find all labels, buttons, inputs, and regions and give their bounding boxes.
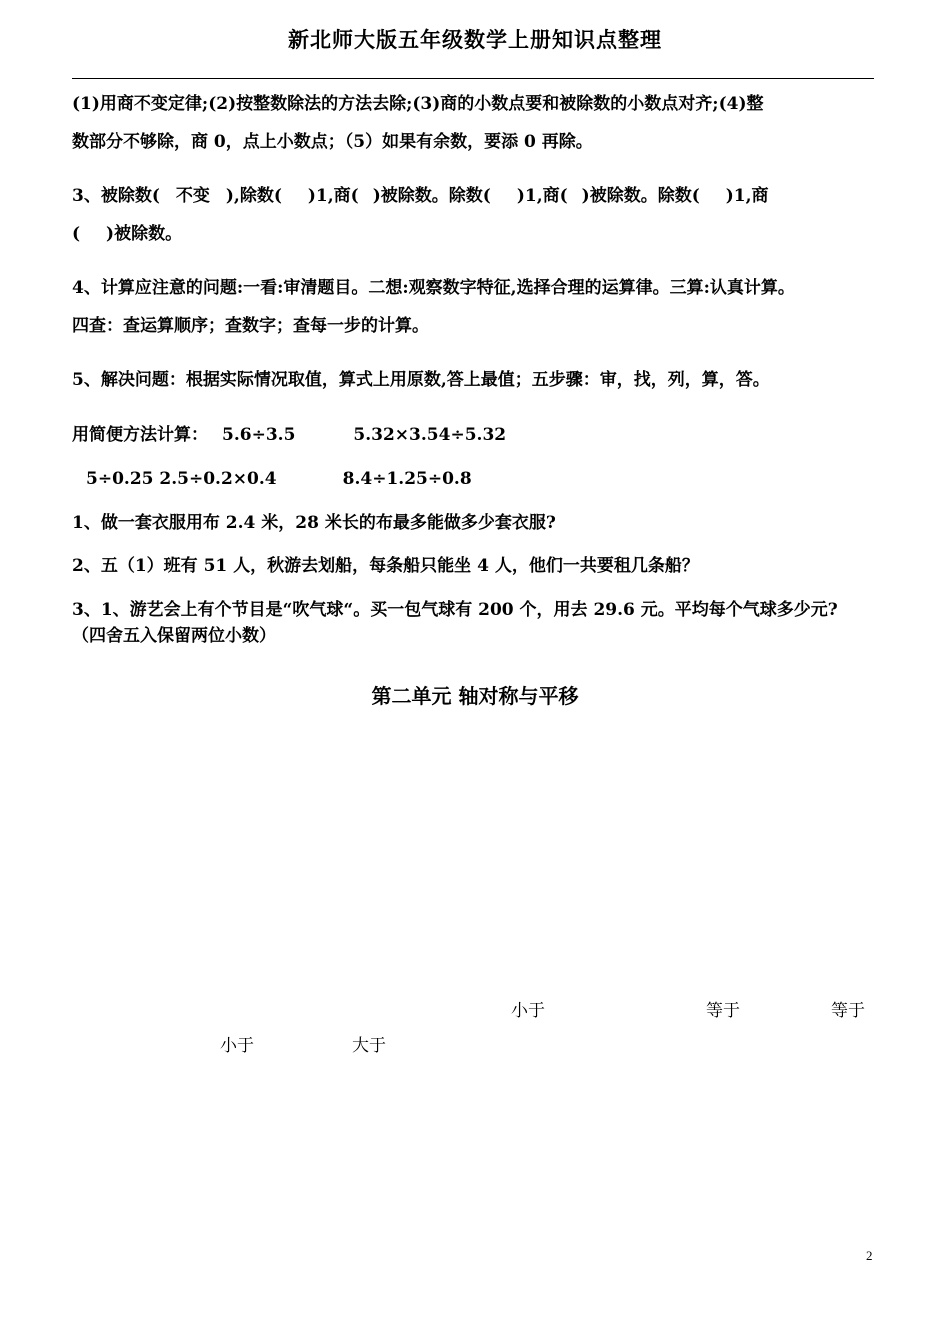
simple-calc-row-2 [86,468,472,490]
division-steps-line-1: (1)用商不变定律;(2)按整数除法的方法去除;(3)商的小数点要和被除数的小数点对齐;(4)整 [72,94,764,114]
problem-3-line-2: （四舍五入保留两位小数） [72,626,276,646]
stray-label: 大于 [352,1036,386,1056]
item-3-text: )被除数。除数( [581,186,700,206]
title-divider [72,78,874,79]
section-title: 第二单元 轴对称与平移 [371,684,579,708]
page-number: 2 [866,1248,873,1263]
item-3-text: )1,商 [725,186,769,206]
item-4-line-2: 四查：查运算顺序；查数字；查每一步的计算。 [72,316,429,336]
page-title: 新北师大版五年级数学上册知识点整理 [288,27,662,52]
item-3-text: )被除数。 [106,224,183,244]
simple-calc-row-1 [72,424,506,446]
item-4-line-1: 4、计算应注意的问题:一看:审清题目。二想:观察数字特征,选择合理的运算律。三算:认真计算。 [72,278,795,298]
item-3-line-1 [72,185,769,207]
stray-label: 小于 [511,1001,545,1021]
item-3-text: )1,商( [307,186,359,206]
item-3-text: )1,商( [516,186,568,206]
calc-expression: 5.32×3.54÷5.32 [353,425,507,445]
item-3-text: 不变 [175,186,210,206]
problem-2: 2、五（1）班有 51 人，秋游去划船，每条船只能坐 4 人，他们一共要租几条船？ [72,556,699,576]
problem-3-line-1: 3、1、游艺会上有个节目是“吹气球“。买一包气球有 200 个，用去 29.6 元。平均每个气球多少元? [72,600,838,620]
simple-calc-label: 用简便方法计算： [72,425,208,445]
stray-label: 等于 [706,1001,740,1021]
item-5-line-1: 5、解决问题：根据实际情况取值，算式上用原数,答上最值；五步骤：审，找，列，算，答。 [72,370,770,390]
item-3-text: ),除数( [225,186,282,206]
calc-expression: 8.4÷1.25÷0.8 [342,469,472,489]
calc-expression: 5.6÷3.5 [222,425,296,445]
stray-label: 等于 [831,1001,865,1021]
division-steps-line-2: 数部分不够除，商 0，点上小数点；（5）如果有余数，要添 0 再除。 [72,132,593,152]
calc-expression: 5÷0.25 2.5÷0.2×0.4 [86,469,277,489]
item-3-text: ( [72,224,81,244]
item-3-line-2 [72,223,182,245]
stray-label: 小于 [220,1036,254,1056]
item-3-text: )被除数。除数( [372,186,491,206]
problem-1: 1、做一套衣服用布 2.4 米，28 米长的布最多能做多少套衣服? [72,513,556,533]
item-3-text: 3、被除数( [72,186,160,206]
